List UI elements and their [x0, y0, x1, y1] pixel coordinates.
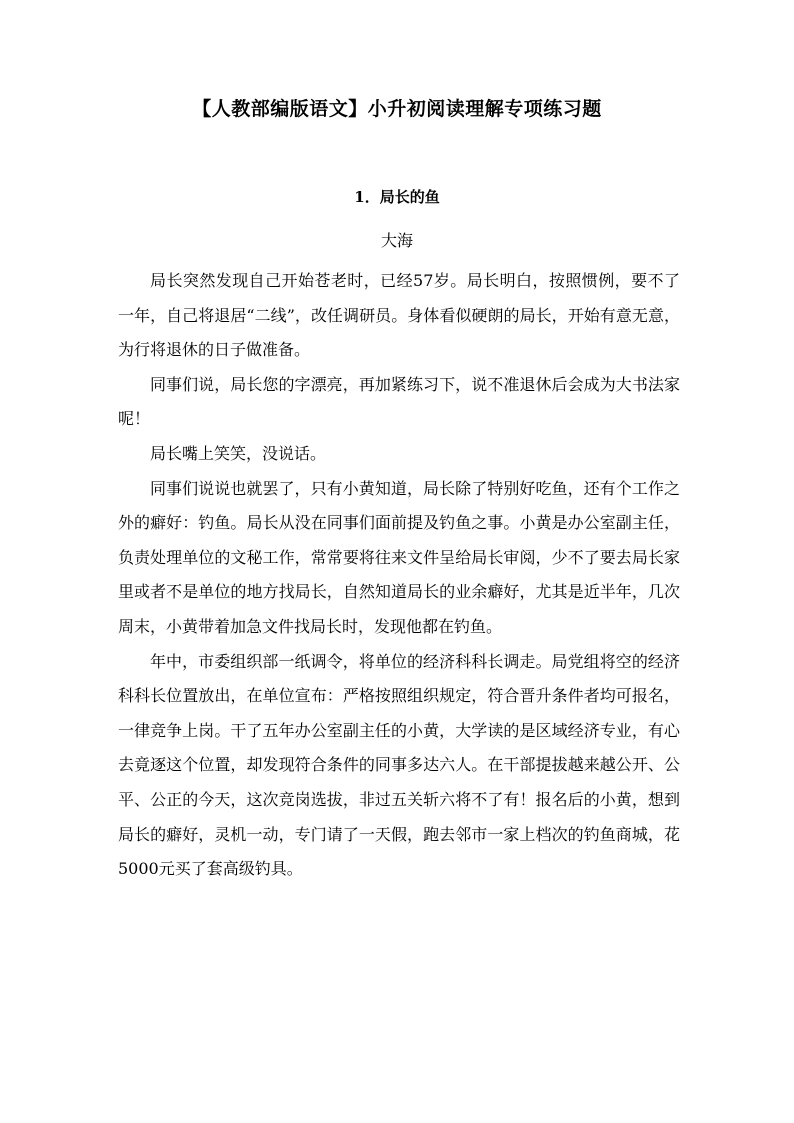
author-name: 大海 — [380, 231, 413, 250]
paragraph: 局长嘴上笑笑，没说话。 — [150, 443, 327, 463]
paragraph: 同事们说说也就罢了，只有小黄知道，局长除了特别好吃鱼，还有个工作之外的癖好：钓鱼。局长从没在同事们面前提及钓鱼之事。小黄是办公室副主任，负责处理单位的文秘工作，常常要将往来文件呈给局长审阅，少不了要去局长家里或者不是单位的地方找局长，自然知道局长的业余癖好，尤其是近半年，几次周末，小黄带着加急文件找局长时，发现他都在钓鱼。 — [118, 478, 680, 636]
paragraph: 局长突然发现自己开始苍老时，已经57岁。局长明白，按照惯例，要不了一年，自己将退居“二线”，改任调研员。身体看似硬朗的局长，开始有意无意，为行将退休的日子做准备。 — [118, 271, 680, 360]
paragraph: 年中，市委组织部一纸调令，将单位的经济科科长调走。局党组将空的经济科科长位置放出，在单位宣布：严格按照组织规定，符合晋升条件者均可报名，一律竞争上岗。干了五年办公室副主任的小黄，大学读的是区域经济专业，有心去竟逐这个位置，却发现符合条件的同事多达六人。在干部提拔越来越公开、公平、公正的今天，这次竞岗选拔，非过五关斩六将不了有！报名后的小黄，想到局长的癖好，灵机一动，专门请了一天假，跑去邻市一家上档次的钓鱼商城，花5000元买了套高级钓具。 — [118, 651, 680, 879]
section-title: 1．局长的鱼 — [354, 188, 440, 206]
document-title: 【人教部编版语文】小升初阅读理解专项练习题 — [192, 98, 602, 120]
paragraph: 同事们说，局长您的字漂亮，再加紧练习下，说不准退休后会成为大书法家呢！ — [118, 374, 680, 429]
article-body — [118, 264, 680, 887]
